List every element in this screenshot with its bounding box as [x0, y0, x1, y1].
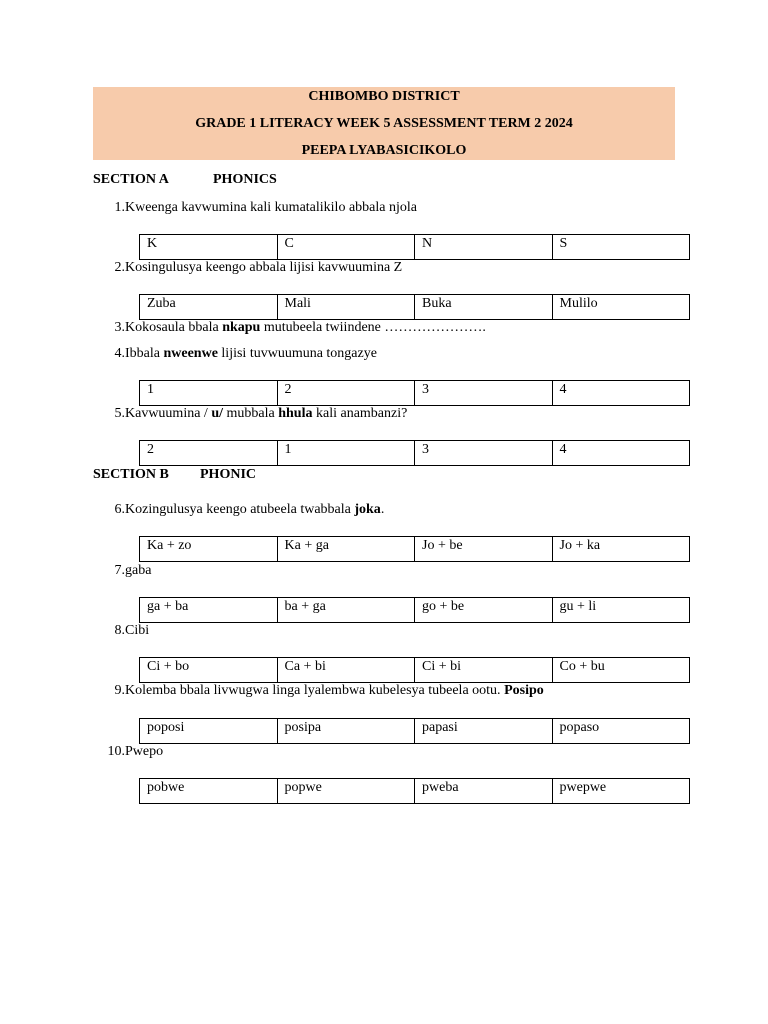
answer-options-4 [139, 380, 690, 406]
question-text: Kokosaula bbala nkapu mutubeela twiindene …………………. [125, 320, 486, 335]
option-cell[interactable]: popaso [552, 719, 690, 744]
assessment-title: GRADE 1 LITERACY WEEK 5 ASSESSMENT TERM 2 2024 [195, 116, 573, 131]
section-b-heading [93, 466, 256, 484]
option-cell[interactable]: pwepwe [552, 779, 690, 804]
section-a-heading [93, 171, 277, 189]
option-cell[interactable]: Zuba [140, 295, 278, 320]
document-header [93, 87, 675, 160]
option-cell[interactable]: Mulilo [552, 295, 690, 320]
question-text: Kavwuumina / u/ mubbala hhula kali anambanzi? [125, 406, 408, 421]
option-cell[interactable]: Ci + bo [140, 658, 278, 683]
question-1 [93, 199, 703, 217]
option-cell[interactable]: 3 [415, 441, 553, 466]
option-cell[interactable]: ba + ga [277, 598, 415, 623]
paper-title: PEEPA LYABASICIKOLO [301, 143, 467, 158]
option-cell[interactable]: 2 [140, 441, 278, 466]
question-number: 7. [114, 563, 125, 578]
section-b-label: SECTION B [93, 467, 169, 482]
section-a-title: PHONICS [213, 172, 277, 187]
question-10 [93, 743, 703, 761]
option-cell[interactable]: papasi [415, 719, 553, 744]
answer-options-5 [139, 440, 690, 466]
option-cell[interactable]: Mali [277, 295, 415, 320]
answer-options-10 [139, 778, 690, 804]
option-cell[interactable]: K [140, 235, 278, 260]
question-number: 5. [114, 406, 125, 421]
option-cell[interactable]: Jo + ka [552, 537, 690, 562]
option-cell[interactable]: N [415, 235, 553, 260]
question-2 [93, 259, 703, 277]
option-cell[interactable]: Ci + bi [415, 658, 553, 683]
question-text: Pwepo [125, 744, 164, 759]
question-text: Cibi [125, 623, 150, 638]
question-number: 9. [114, 683, 125, 698]
question-8 [93, 622, 703, 640]
question-9 [93, 682, 703, 700]
question-number: 8. [114, 623, 125, 638]
answer-options-2 [139, 294, 690, 320]
section-b-title: PHONIC [200, 467, 256, 482]
option-cell[interactable]: Buka [415, 295, 553, 320]
option-cell[interactable]: S [552, 235, 690, 260]
option-cell[interactable]: pweba [415, 779, 553, 804]
option-cell[interactable]: popwe [277, 779, 415, 804]
question-number: 6. [114, 502, 125, 517]
answer-options-9 [139, 718, 690, 744]
answer-options-7 [139, 597, 690, 623]
question-text: gaba [125, 563, 152, 578]
option-cell[interactable]: 4 [552, 381, 690, 406]
option-cell[interactable]: poposi [140, 719, 278, 744]
question-number: 1. [114, 200, 125, 215]
option-cell[interactable]: Ka + ga [277, 537, 415, 562]
section-a-label: SECTION A [93, 172, 169, 187]
question-number: 4. [114, 346, 125, 361]
option-cell[interactable]: 4 [552, 441, 690, 466]
question-number: 3. [114, 320, 125, 335]
question-number: 2. [114, 260, 125, 275]
question-text: Kweenga kavwumina kali kumatalikilo abbala njola [125, 200, 417, 215]
option-cell[interactable]: 1 [140, 381, 278, 406]
answer-options-8 [139, 657, 690, 683]
question-6 [93, 501, 703, 519]
district-title: CHIBOMBO DISTRICT [308, 89, 460, 104]
option-cell[interactable]: 3 [415, 381, 553, 406]
option-cell[interactable]: Jo + be [415, 537, 553, 562]
option-cell[interactable]: gu + li [552, 598, 690, 623]
question-text: Kozingulusya keengo atubeela twabbala joka. [125, 502, 385, 517]
answer-options-1 [139, 234, 690, 260]
question-text: Kolemba bbala livwugwa linga lyalembwa kubelesya tubeela ootu. Posipo [125, 683, 544, 698]
option-cell[interactable]: go + be [415, 598, 553, 623]
question-7 [93, 562, 703, 580]
question-3 [93, 319, 703, 337]
option-cell[interactable]: posipa [277, 719, 415, 744]
option-cell[interactable]: 1 [277, 441, 415, 466]
option-cell[interactable]: Co + bu [552, 658, 690, 683]
question-4 [93, 345, 703, 363]
option-cell[interactable]: ga + ba [140, 598, 278, 623]
option-cell[interactable]: Ka + zo [140, 537, 278, 562]
option-cell[interactable]: C [277, 235, 415, 260]
question-number: 10. [107, 744, 125, 759]
answer-options-6 [139, 536, 690, 562]
option-cell[interactable]: 2 [277, 381, 415, 406]
question-text: Ibbala nweenwe lijisi tuvwuumuna tongazye [125, 346, 377, 361]
question-text: Kosingulusya keengo abbala lijisi kavwuumina Z [125, 260, 403, 275]
option-cell[interactable]: Ca + bi [277, 658, 415, 683]
question-5 [93, 405, 703, 423]
option-cell[interactable]: pobwe [140, 779, 278, 804]
